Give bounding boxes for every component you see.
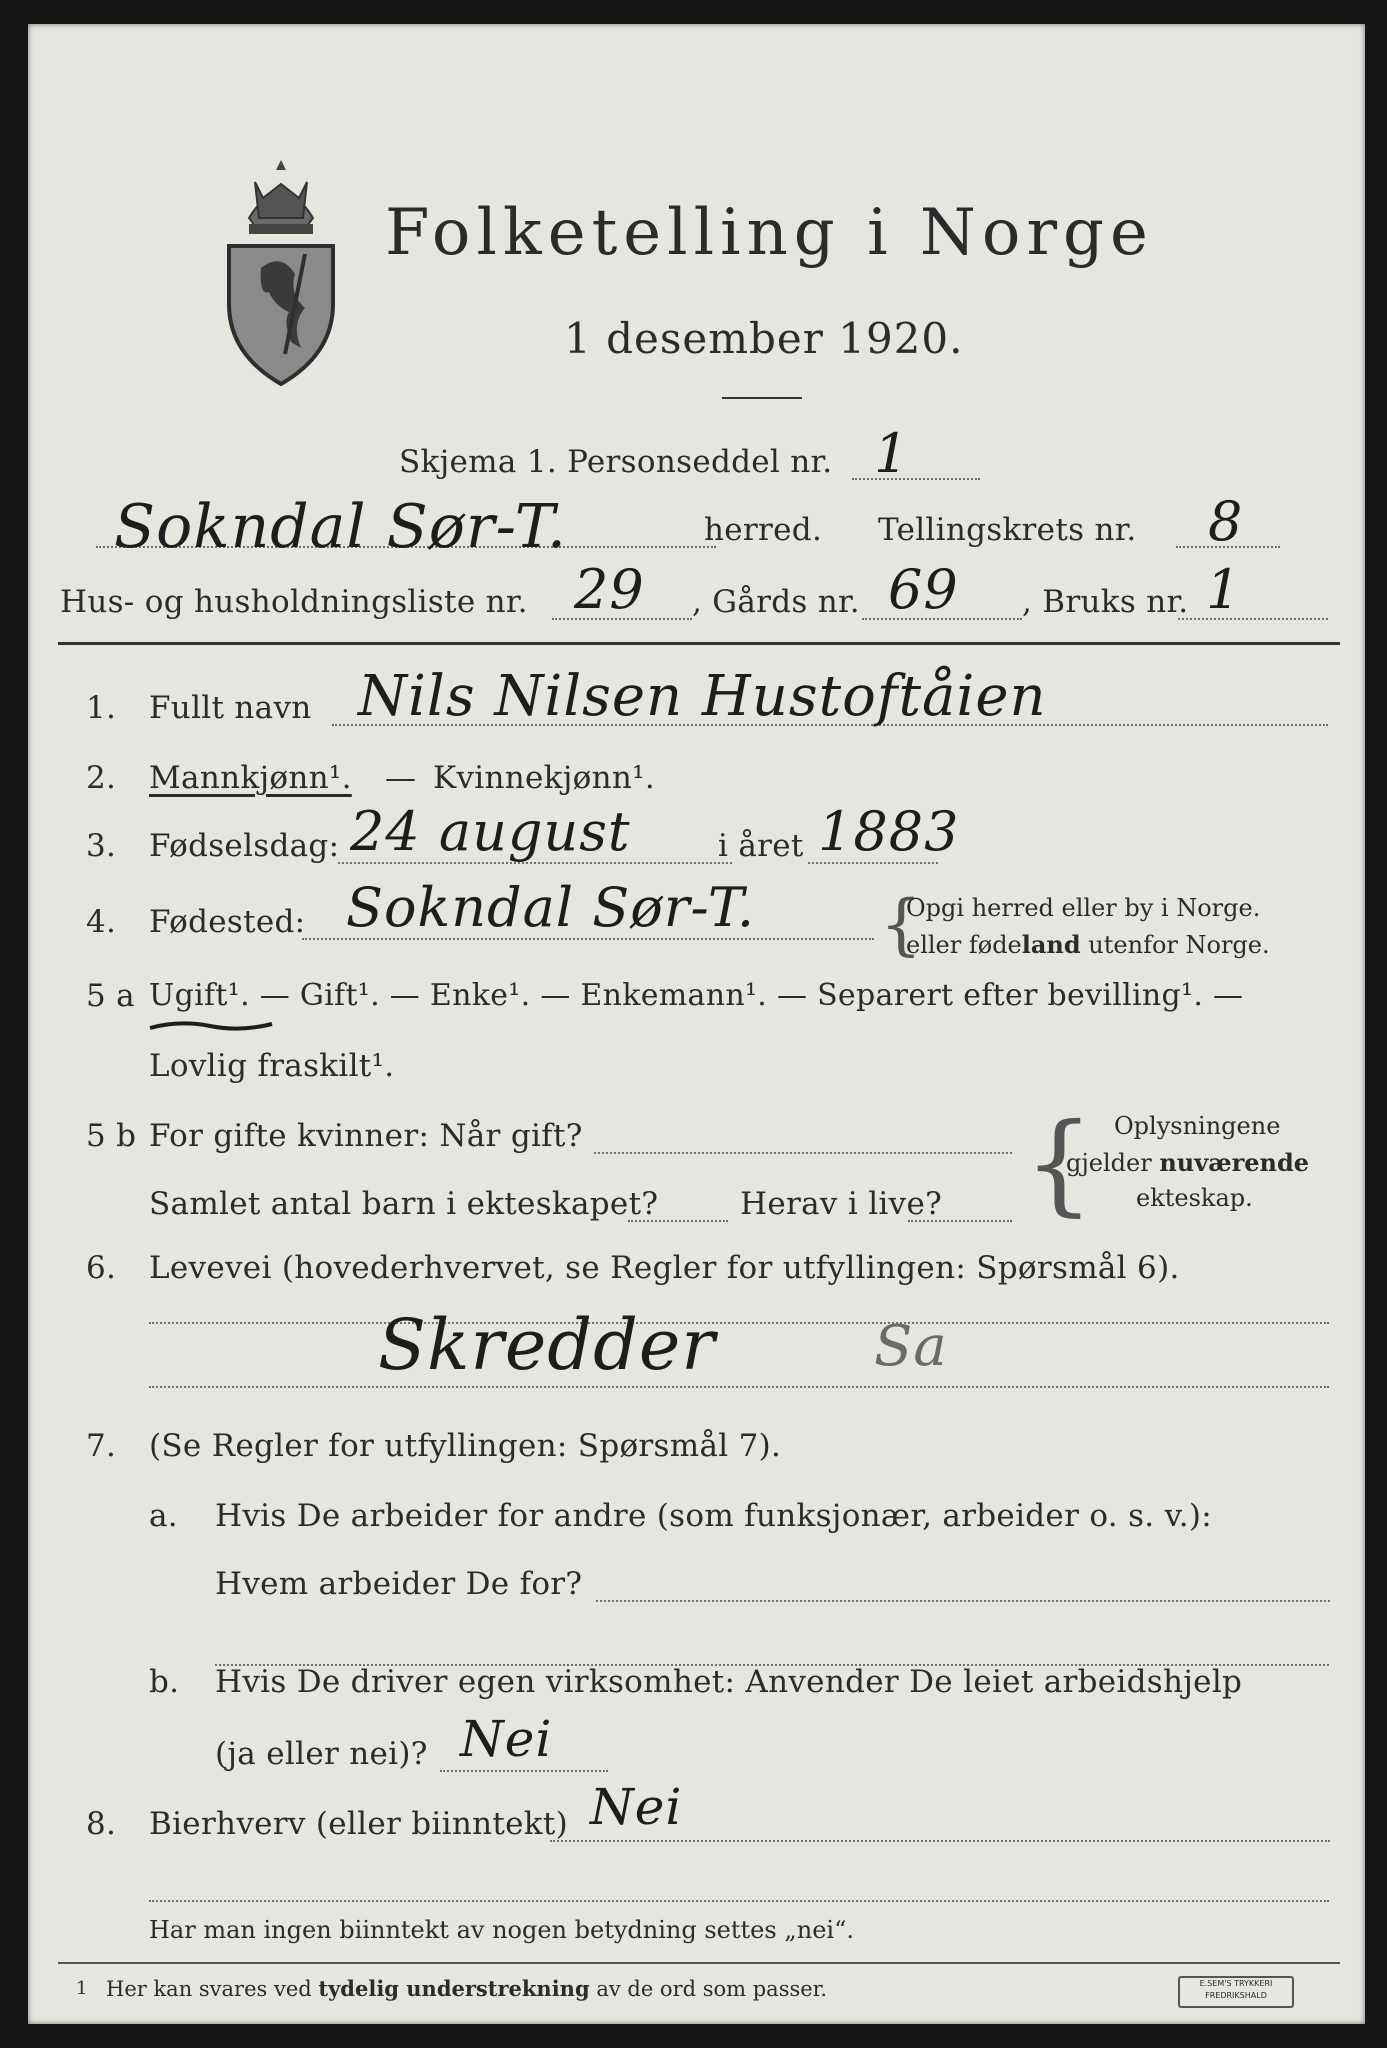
q5a-line2: Lovlig fraskilt¹. xyxy=(149,1048,395,1084)
q8-dots-line2 xyxy=(149,1900,1329,1902)
q5b-married-dots xyxy=(594,1152,1012,1154)
q5b-note-line2-bold: nuværende xyxy=(1159,1148,1310,1177)
gards-label: , Gårds nr. xyxy=(692,584,860,620)
q4-number: 4. xyxy=(86,904,117,940)
q4-note-line2-c: utenfor Norge. xyxy=(1080,931,1270,959)
q3-label: Fødselsdag: xyxy=(149,828,340,864)
q4-note-line2-bold: land xyxy=(1021,930,1081,959)
q7a-line1: Hvis De arbeider for andre (som funksjonær, arbeider o. s. v.): xyxy=(215,1498,1213,1534)
q5b-number: 5 b xyxy=(86,1118,137,1154)
personseddel-dots xyxy=(852,478,980,480)
q5b-note-line2 xyxy=(1066,1148,1309,1177)
q3-number: 3. xyxy=(86,828,117,864)
q6-occupation-value: Skredder xyxy=(378,1304,716,1386)
q7b-line2: (ja eller nei)? xyxy=(215,1736,428,1772)
q5b-note-brace: { xyxy=(1024,1099,1094,1227)
printer-stamp xyxy=(1178,1976,1294,2008)
q7-number: 7. xyxy=(86,1428,117,1464)
q3-year-label: i året xyxy=(718,828,804,864)
herred-value: Sokndal Sør-T. xyxy=(114,492,567,562)
q7a-employer-dots xyxy=(596,1600,1330,1602)
q3-birthday-value: 24 august xyxy=(350,800,631,863)
q2-female-option: Kvinnekjønn¹. xyxy=(433,760,656,796)
q5a-number: 5 a xyxy=(86,978,135,1014)
printer-stamp-line1: E.SEM'S TRYKKERI xyxy=(1199,1979,1273,1988)
bruks-dots xyxy=(1178,618,1328,620)
husliste-label: Hus- og husholdningsliste nr. xyxy=(60,584,528,620)
q5b-children-dots xyxy=(628,1220,728,1222)
q6-dots-line2 xyxy=(149,1386,1329,1388)
q2-number: 2. xyxy=(86,760,117,796)
q7a-letter: a. xyxy=(149,1498,178,1534)
q8-dots xyxy=(550,1840,1330,1842)
q4-label: Fødested: xyxy=(149,904,306,940)
q8-number: 8. xyxy=(86,1806,117,1842)
bruks-value: 1 xyxy=(1206,558,1242,621)
q7b-letter: b. xyxy=(149,1664,180,1700)
census-date: 1 desember 1920. xyxy=(564,314,964,363)
q6-dots-line1 xyxy=(149,1322,1329,1324)
q2-male-option: Mannkjønn¹. xyxy=(149,760,352,796)
q4-note-line2 xyxy=(906,930,1270,959)
q6-coder-mark: Sa xyxy=(874,1314,948,1379)
personseddel-nr-value: 1 xyxy=(874,422,910,485)
husliste-value: 29 xyxy=(574,558,645,621)
bruks-label: , Bruks nr. xyxy=(1022,584,1189,620)
q5a-underline-mark xyxy=(148,1018,274,1034)
footnote-number: 1 xyxy=(76,1978,88,1999)
q4-note-line1: Opgi herred eller by i Norge. xyxy=(906,894,1261,922)
q5b-children-label: Samlet antal barn i ekteskapet? xyxy=(149,1186,659,1222)
q6-number: 6. xyxy=(86,1250,117,1286)
q3-year-value: 1883 xyxy=(818,800,960,863)
tellingskrets-label: Tellingskrets nr. xyxy=(878,512,1137,548)
q5b-alive-label: Herav i live? xyxy=(740,1186,943,1222)
printer-stamp-line2: FREDRIKSHALD xyxy=(1205,1991,1267,2000)
footnote-text-c: av de ord som passer. xyxy=(589,1977,828,2001)
footnote-text xyxy=(106,1976,827,2001)
title-divider xyxy=(722,397,802,399)
form-title: Folketelling i Norge xyxy=(385,196,1154,270)
q5b-note-line3: ekteskap. xyxy=(1136,1184,1253,1212)
q4-note-line2-a: eller føde xyxy=(906,931,1022,959)
q4-note-brace: { xyxy=(880,886,922,963)
skjema-label: Skjema 1. Personseddel nr. xyxy=(399,444,833,480)
header-rule xyxy=(58,642,1340,645)
footnote-text-a: Her kan svares ved xyxy=(106,1977,319,2001)
q1-number: 1. xyxy=(86,690,117,726)
q6-label: Levevei (hovederhvervet, se Regler for utfyllingen: Spørsmål 6). xyxy=(149,1250,1180,1286)
gards-value: 69 xyxy=(888,558,959,621)
q1-full-name-value: Nils Nilsen Hustoftåien xyxy=(358,664,1047,729)
q8-side-income-value: Nei xyxy=(590,1778,683,1836)
q1-label: Fullt navn xyxy=(149,690,312,726)
q5a-civil-status-options: Ugift¹. — Gift¹. — Enke¹. — Enkemann¹. — Separert efter bevilling¹. — xyxy=(149,978,1244,1013)
q5b-married-label: For gifte kvinner: Når gift? xyxy=(149,1118,583,1154)
q7b-line1: Hvis De driver egen virksomhet: Anvender De leiet arbeidshjelp xyxy=(215,1664,1243,1700)
census-form xyxy=(28,24,1365,2024)
q7b-dots xyxy=(440,1770,608,1772)
footer-rule xyxy=(58,1962,1340,1964)
coat-of-arms-icon xyxy=(221,158,341,388)
q5b-note-line1: Oplysningene xyxy=(1114,1112,1281,1140)
q4-birthplace-value: Sokndal Sør-T. xyxy=(346,876,756,939)
herred-label: herred. xyxy=(704,512,823,548)
q7b-hired-help-value: Nei xyxy=(460,1710,553,1768)
tellingskrets-value: 8 xyxy=(1208,490,1244,553)
q2-separator: — xyxy=(385,760,417,796)
footnote-text-bold: tydelig understrekning xyxy=(318,1976,590,2001)
q8-label: Bierhverv (eller biinntekt) xyxy=(149,1806,569,1842)
q5b-note-line2-a: gjelder xyxy=(1066,1149,1160,1177)
footer-note: Har man ingen biinntekt av nogen betydning settes „nei“. xyxy=(149,1916,854,1944)
q7-label: (Se Regler for utfyllingen: Spørsmål 7). xyxy=(149,1428,782,1464)
q7a-employer-label: Hvem arbeider De for? xyxy=(215,1566,583,1602)
q5b-alive-dots xyxy=(908,1220,1012,1222)
